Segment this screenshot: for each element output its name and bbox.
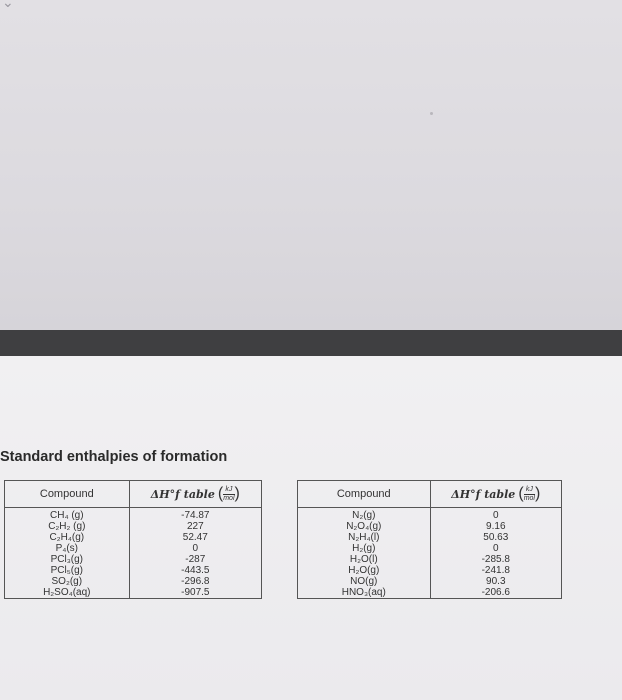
dh-header: ΔH°f table ( $\frac{kJ}{\text{mol}}$ ) [129,481,261,508]
table-row [5,543,262,554]
enthalpy-value-cell: 90.3 [430,576,561,587]
blank-upper-area [0,0,622,330]
chevron-icon: ⌄ [2,0,14,10]
enthalpy-value-cell: -443.5 [129,565,261,576]
compound-cell: H₂O(l) [298,554,431,565]
table-row [5,565,262,576]
enthalpy-value-cell: -296.8 [129,576,261,587]
table-row [5,576,262,587]
enthalpy-value-cell: -241.8 [430,565,561,576]
enthalpy-value-cell: 227 [129,521,261,532]
compound-cell: H₂(g) [298,543,431,554]
compound-cell: PCl₃(g) [5,554,130,565]
page-title: Standard enthalpies of formation [0,449,228,465]
speck [430,112,433,115]
enthalpy-table-left [4,480,262,599]
table-row [298,565,562,576]
table-row [298,554,562,565]
compound-cell: C₂H₂ (g) [5,521,130,532]
compound-cell: H₂O(g) [298,565,431,576]
table-row [5,521,262,532]
compound-cell: NO(g) [298,576,431,587]
table-row [5,532,262,543]
compound-cell: H₂SO₄(aq) [5,587,130,599]
enthalpy-value-cell: 0 [129,543,261,554]
enthalpy-value-cell: -285.8 [430,554,561,565]
compound-cell: CH₄ (g) [5,508,130,522]
enthalpy-table-right [297,480,562,599]
enthalpy-value-cell: -287 [129,554,261,565]
compound-header: Compound [298,481,431,508]
compound-cell: N₂H₄(l) [298,532,431,543]
table-row [298,508,562,522]
enthalpy-value-cell: 0 [430,508,561,522]
compound-cell: C₂H₄(g) [5,532,130,543]
separator-bar [0,330,622,356]
compound-cell: N₂(g) [298,508,431,522]
table-row [5,508,262,522]
enthalpy-value-cell: 9.16 [430,521,561,532]
compound-cell: PCl₅(g) [5,565,130,576]
compound-cell: SO₂(g) [5,576,130,587]
compound-cell: HNO₃(aq) [298,587,431,599]
enthalpy-value-cell: 50.63 [430,532,561,543]
table-row [298,521,562,532]
compound-header: Compound [5,481,130,508]
enthalpy-value-cell: -907.5 [129,587,261,599]
table-row [5,554,262,565]
enthalpy-value-cell: -74.87 [129,508,261,522]
compound-cell: N₂O₄(g) [298,521,431,532]
unit-fraction: $\frac{kJ}{\text{mol}}$ [523,486,535,503]
unit-fraction: $\frac{kJ}{\text{mol}}$ [223,486,235,503]
enthalpy-sheet [0,356,622,700]
enthalpy-value-cell: -206.6 [430,587,561,599]
table-row [298,576,562,587]
table-row [5,587,262,599]
table-row [298,532,562,543]
table-row [298,543,562,554]
enthalpy-value-cell: 52.47 [129,532,261,543]
table-row [298,587,562,599]
dh-header: ΔH°f table ( $\frac{kJ}{\text{mol}}$ ) [430,481,561,508]
compound-cell: P₄(s) [5,543,130,554]
enthalpy-value-cell: 0 [430,543,561,554]
